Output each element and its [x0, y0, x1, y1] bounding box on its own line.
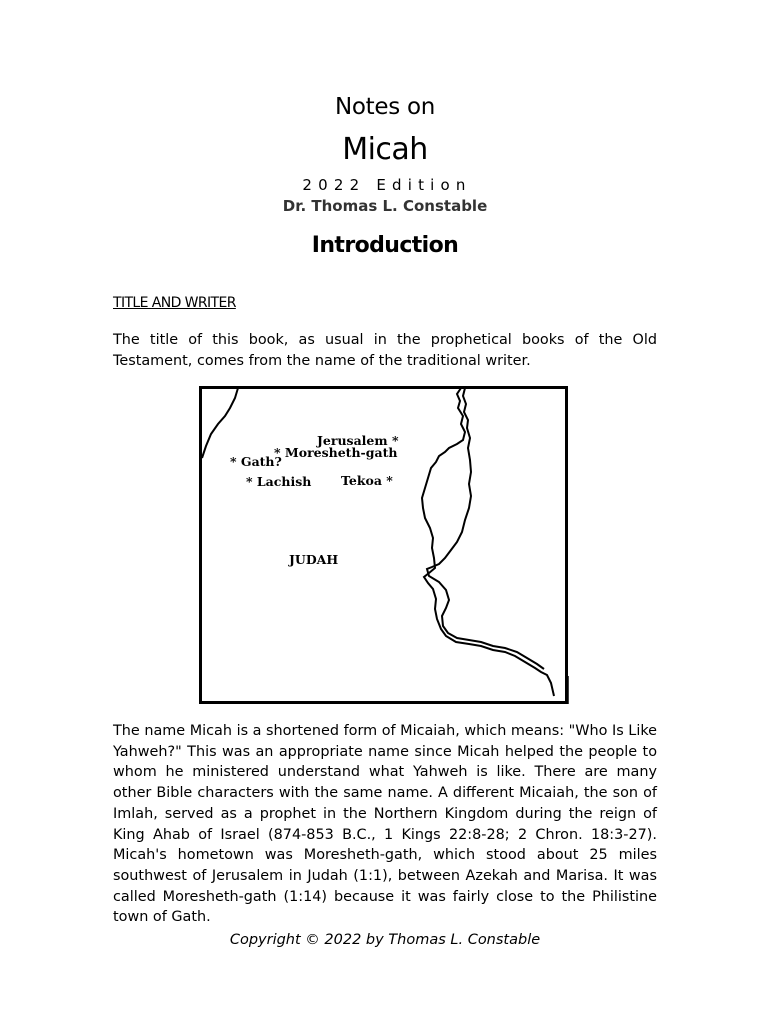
label-jerusalem: Jerusalem * [317, 433, 399, 448]
label-gath: * Gath? [230, 454, 282, 469]
notes-on-label: Notes on [335, 94, 435, 120]
judah-map [199, 386, 571, 706]
book-title: Micah [342, 132, 428, 167]
edition-label: 2022 Edition [302, 176, 472, 194]
paragraph-name-meaning: The name Micah is a shortened form of Micaiah, which means: "Who Is Like Yahweh?" This was an appropriate name since Micah helped the people to whom he ministered understand what Yahweh is like. There are many other Bible characters with the same name. A different Micaiah, the son of Imlah, served as a prophet in the Northern Kingdom during the reign of King Ahab of Israel (874-853 B.C., 1 Kings 22:8-28; 2 Chron. 18:3-27). Micah's hometown was Moresheth-gath, which stood about 25 miles southwest of Jerusalem in Judah (1:1), between Azekah and Marisa. It was called Moresheth-gath (1:14) because it was fairly close to the Philistine town of Gath. [113, 723, 657, 926]
paragraph-title-intro: The title of this book, as usual in the prophetical books of the Old Testament, comes from the name of the traditional writer. [113, 332, 657, 369]
section-heading: TITLE AND WRITER [113, 295, 236, 311]
label-moresheth-gath: * Moresheth-gath [274, 445, 398, 460]
jordan-valley-line [427, 388, 544, 669]
label-tekoa: Tekoa * [341, 473, 393, 488]
label-judah: JUDAH [289, 552, 339, 567]
copyright-footer: Copyright © 2022 by Thomas L. Constable [229, 932, 541, 948]
coastline [202, 388, 238, 458]
dead-sea-shoreline [422, 388, 554, 696]
section-title: Introduction [311, 233, 459, 258]
label-lachish: * Lachish [246, 474, 312, 489]
author-name: Dr. Thomas L. Constable [282, 197, 488, 215]
